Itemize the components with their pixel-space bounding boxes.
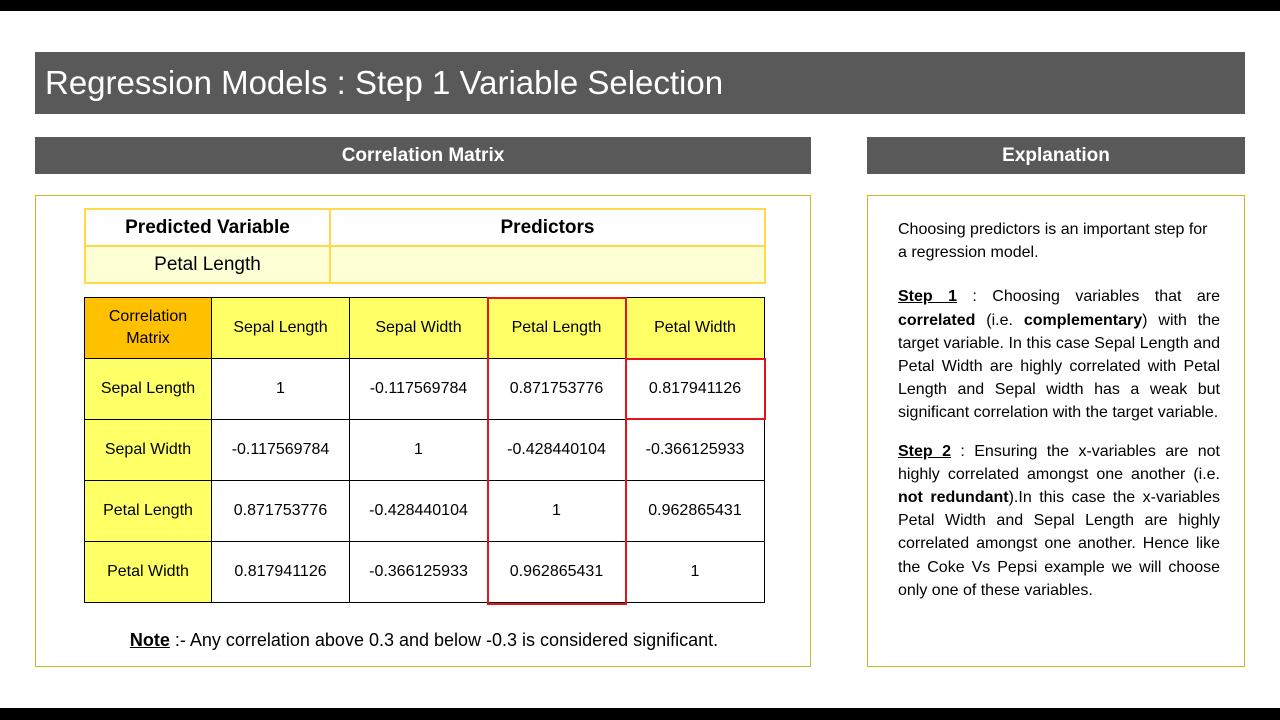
step2-paragraph: [898, 440, 1220, 602]
matrix-cell: 1: [350, 420, 488, 481]
row-header: Petal Length: [85, 481, 212, 542]
table-row: [85, 481, 765, 542]
column-header: Petal Length: [488, 298, 626, 359]
matrix-cell: -0.117569784: [212, 420, 350, 481]
step1-text: : Choosing variables that are: [957, 288, 1220, 306]
significance-note: [36, 630, 812, 651]
matrix-cell: 0.962865431: [488, 542, 626, 603]
corner-line-2: Matrix: [126, 330, 170, 347]
matrix-cell: -0.428440104: [488, 420, 626, 481]
matrix-cell: 1: [488, 481, 626, 542]
matrix-cell: 0.871753776: [488, 359, 626, 420]
step1-bold-complementary: complementary: [1023, 311, 1143, 329]
step2-label: Step 2: [898, 442, 951, 460]
step2-bold-not-redundant: not redundant: [898, 489, 1009, 507]
predicted-variable-header: Predicted Variable: [85, 209, 330, 246]
correlation-panel: [35, 195, 811, 667]
matrix-cell: 0.871753776: [212, 481, 350, 542]
correlation-matrix-header: Correlation Matrix: [35, 137, 811, 174]
row-header: Petal Width: [85, 542, 212, 603]
column-header: Sepal Length: [212, 298, 350, 359]
matrix-cell: -0.366125933: [626, 420, 765, 481]
step2-text: : Ensuring the x-variables are not highly correlated amongst one another (i.e.: [898, 442, 1221, 483]
explanation-header: Explanation: [867, 137, 1245, 174]
note-label: Note: [129, 630, 170, 650]
step1-text: (i.e.: [975, 311, 1024, 329]
step1-paragraph: [898, 285, 1220, 424]
matrix-cell: 1: [212, 359, 350, 420]
step2-text: ).In this case the x-variables Petal Width and Sepal Length are highly correlated amongst one another. Hence like the Coke Vs Pepsi example we will choose only one of these variables.: [898, 489, 1220, 599]
corner-line-1: Correlation: [108, 308, 188, 325]
step1-bold-correlated: correlated: [898, 311, 976, 329]
column-header: Sepal Width: [350, 298, 488, 359]
step1-label: Step 1: [898, 288, 957, 306]
correlation-matrix-table: [84, 297, 765, 603]
column-header: Petal Width: [626, 298, 765, 359]
matrix-cell: 0.817941126: [626, 359, 765, 420]
predictors-header: Predictors: [330, 209, 765, 246]
matrix-cell: -0.366125933: [350, 542, 488, 603]
explanation-panel: [867, 195, 1245, 667]
matrix-header-row: [85, 298, 765, 359]
step1-text: ) with the target variable. In this case Sepal Length and Petal Width are highly correlated with Petal Length and Sepal width has a weak but significant correlation with the target variable.: [898, 311, 1220, 422]
predictors-value: [330, 246, 765, 283]
intro-paragraph: Choosing predictors is an important step for a regression model.: [898, 221, 1208, 262]
table-row: [85, 542, 765, 603]
table-row: [85, 420, 765, 481]
table-row: [85, 359, 765, 420]
matrix-cell: 0.962865431: [626, 481, 765, 542]
matrix-cell: -0.117569784: [350, 359, 488, 420]
matrix-cell: 1: [626, 542, 765, 603]
slide: [0, 11, 1280, 708]
row-header: Sepal Length: [85, 359, 212, 420]
row-header: Sepal Width: [85, 420, 212, 481]
matrix-corner-label: [85, 298, 212, 359]
note-text: :- Any correlation above 0.3 and below -0.3 is considered significant.: [174, 630, 719, 650]
matrix-cell: -0.428440104: [350, 481, 488, 542]
predicted-variable-value: Petal Length: [85, 246, 330, 283]
explanation-text: [898, 218, 1220, 617]
slide-title: Regression Models : Step 1 Variable Selection: [35, 52, 1245, 114]
predicted-variable-table: [84, 208, 766, 284]
matrix-cell: 0.817941126: [212, 542, 350, 603]
